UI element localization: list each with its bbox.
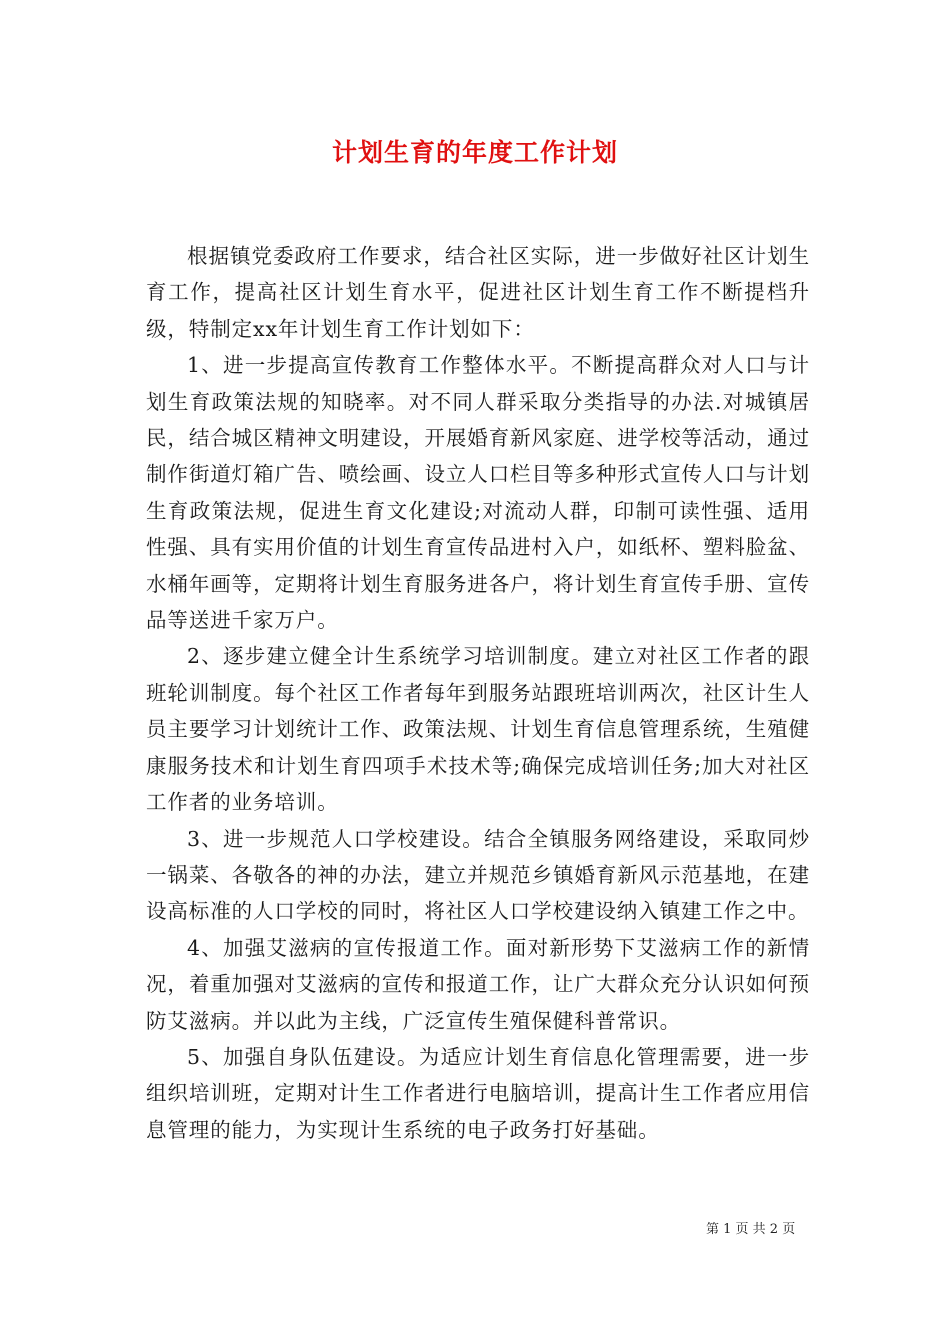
document-body (146, 238, 810, 1148)
paragraph-item-2: 2、逐步建立健全计生系统学习培训制度。建立对社区工作者的跟班轮训制度。每个社区工作者每年到服务站跟班培训两次，社区计生人员主要学习计划统计工作、政策法规、计划生育信息管理系统，生殖健康服务技术和计划生育四项手术技术等;确保完成培训任务;加大对社区工作者的业务培训。 (146, 644, 810, 815)
page-number-footer: 第 1 页 共 2 页 (706, 1222, 796, 1237)
paragraph-item-4: 4、加强艾滋病的宣传报道工作。面对新形势下艾滋病工作的新情况，着重加强对艾滋病的宣传和报道工作，让广大群众充分认识如何预防艾滋病。并以此为主线，广泛宣传生殖保健科普常识。 (146, 935, 810, 1033)
paragraph-item-3: 3、进一步规范人口学校建设。结合全镇服务网络建设，采取同炒一锅菜、各敬各的神的办法，建立并规范乡镇婚育新风示范基地，在建设高标准的人口学校的同时，将社区人口学校建设纳入镇建工作之中。 (146, 826, 810, 924)
paragraph-intro: 根据镇党委政府工作要求，结合社区实际，进一步做好社区计划生育工作，提高社区计划生育水平，促进社区计划生育工作不断提档升级，特制定xx年计划生育工作计划如下： (146, 244, 810, 341)
paragraph-item-1: 1、进一步提高宣传教育工作整体水平。不断提高群众对人口与计划生育政策法规的知晓率。对不同人群采取分类指导的办法.对城镇居民，结合城区精神文明建设，开展婚育新风家庭、进学校等活动，通过制作街道灯箱广告、喷绘画、设立人口栏目等多种形式宣传人口与计划生育政策法规，促进生育文化建设;对流动人群，印制可读性强、适用性强、具有实用价值的计划生育宣传品进村入户，如纸杯、塑料脸盆、水桶年画等，定期将计划生育服务进各户，将计划生育宣传手册、宣传品等送进千家万户。 (146, 353, 810, 633)
document-title: 计划生育的年度工作计划 (331, 138, 618, 167)
paragraph-item-5: 5、加强自身队伍建设。为适应计划生育信息化管理需要，进一步组织培训班，定期对计生工作者进行电脑培训，提高计生工作者应用信息管理的能力，为实现计生系统的电子政务打好基础。 (146, 1044, 810, 1142)
